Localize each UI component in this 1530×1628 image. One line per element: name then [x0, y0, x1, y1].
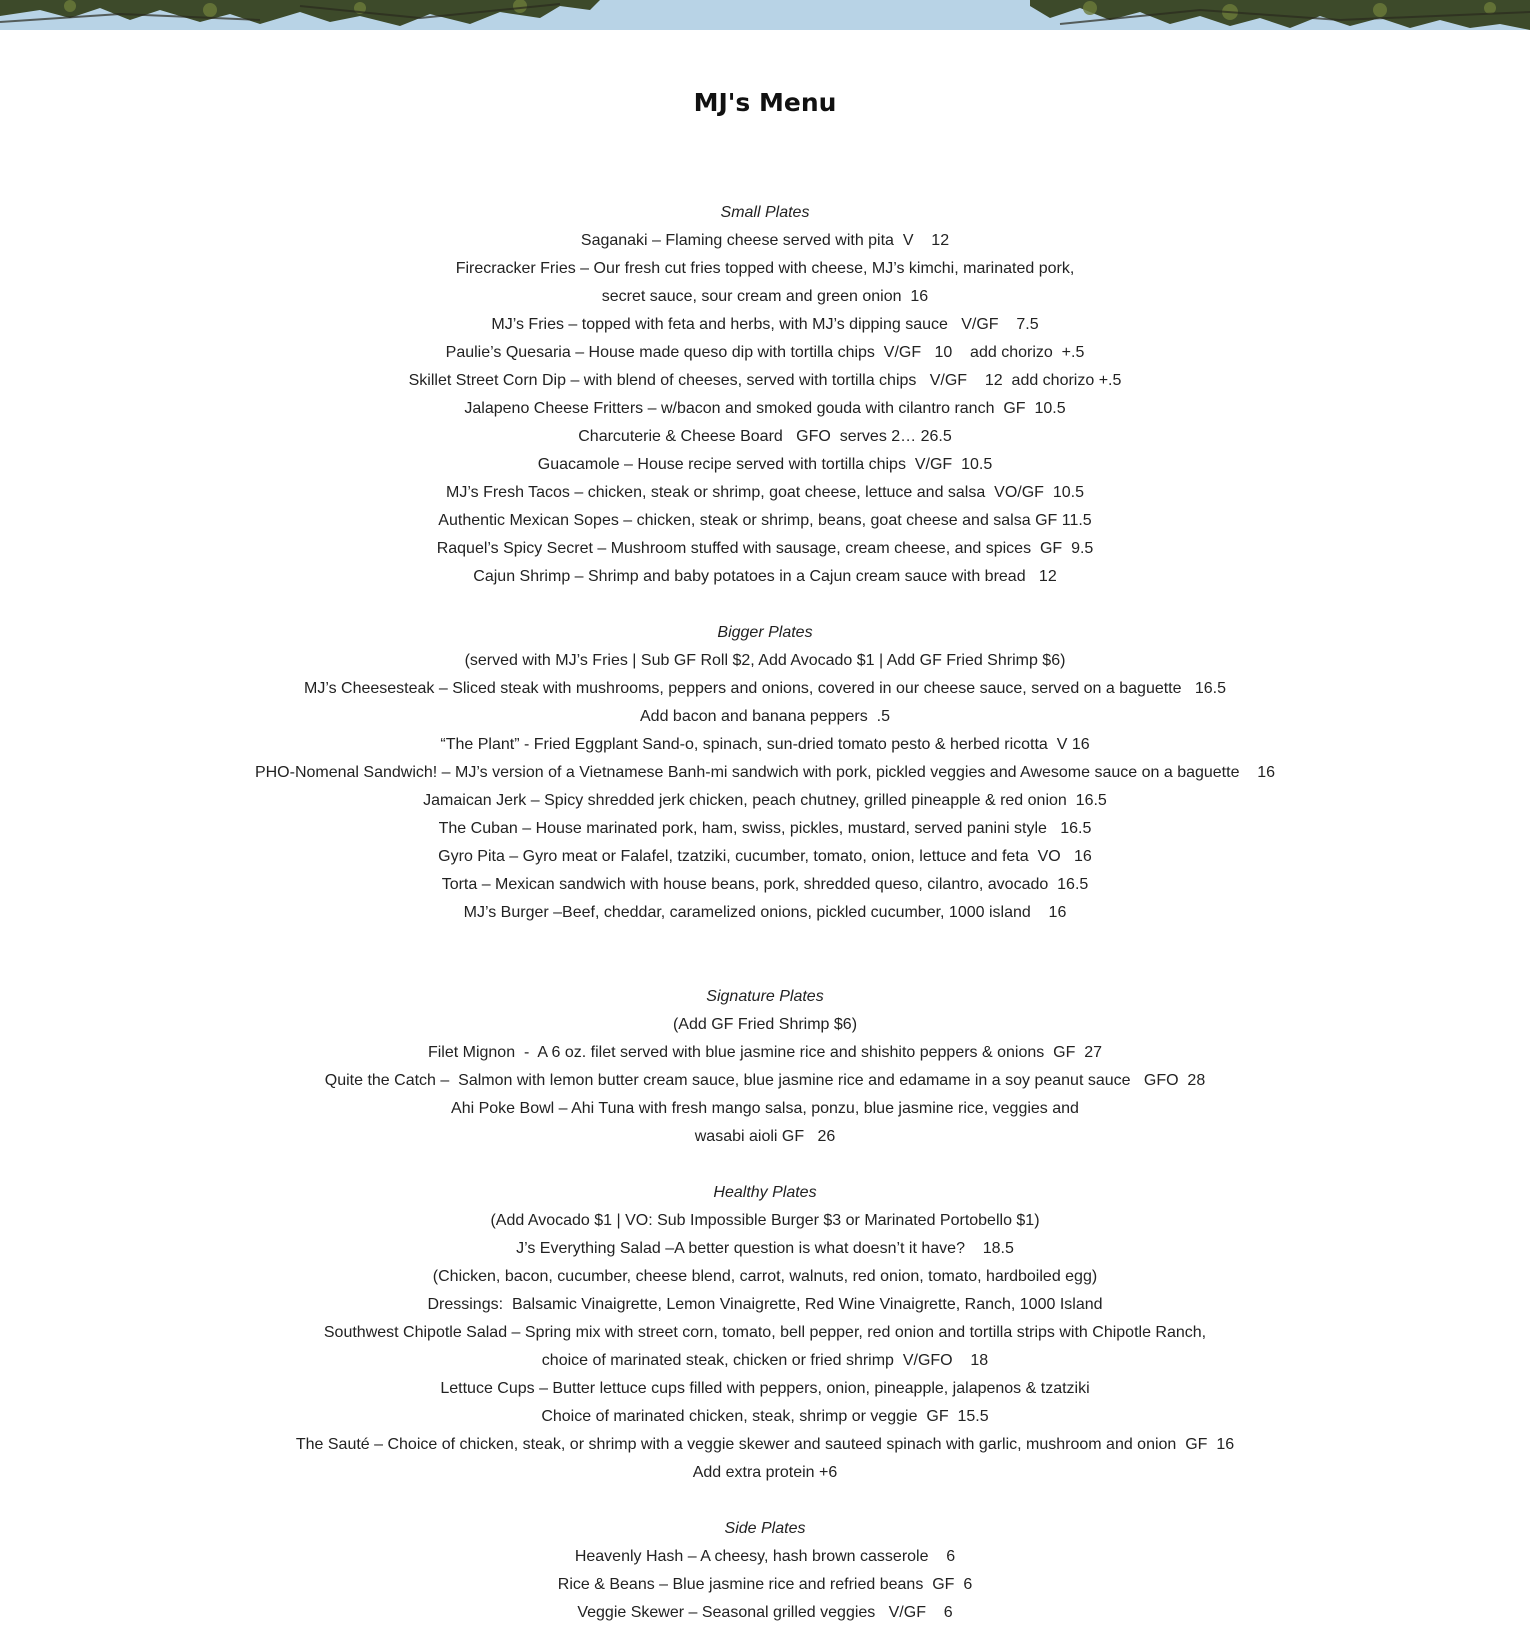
section-spacer	[0, 927, 1530, 955]
menu-item: The Sauté – Choice of chicken, steak, or shrimp with a veggie skewer and sauteed spinach with garlic, mushroom and onion GF 16	[295, 1436, 1235, 1453]
menu-item: Choice of marinated chicken, steak, shrimp or veggie GF 15.5	[541, 1408, 989, 1425]
menu-item: Rice & Beans – Blue jasmine rice and refried beans GF 6	[557, 1576, 973, 1593]
page-title: MJ's Menu	[693, 88, 837, 117]
menu-item: Southwest Chipotle Salad – Spring mix with street corn, tomato, bell pepper, red onion and tortilla strips with Chipotle Ranch,	[323, 1324, 1207, 1341]
menu-item: Cajun Shrimp – Shrimp and baby potatoes in a Cajun cream sauce with bread 12	[473, 568, 1057, 585]
section-spacer	[0, 1487, 1530, 1515]
menu-item: wasabi aioli GF 26	[694, 1128, 836, 1145]
menu-item: Raquel’s Spicy Secret – Mushroom stuffed with sausage, cream cheese, and spices GF 9.5	[436, 540, 1094, 557]
menu-item: Charcuterie & Cheese Board GFO serves 2… 26.5	[578, 428, 952, 445]
menu-item: Dressings: Balsamic Vinaigrette, Lemon Vinaigrette, Red Wine Vinaigrette, Ranch, 1000 Island	[427, 1296, 1103, 1313]
menu-item: (Add Avocado $1 | VO: Sub Impossible Burger $3 or Marinated Portobello $1)	[490, 1212, 1040, 1229]
menu-item: Quite the Catch – Salmon with lemon butter cream sauce, blue jasmine rice and edamame in a soy peanut sauce GFO 28	[324, 1072, 1206, 1089]
menu-item: MJ’s Cheesesteak – Sliced steak with mushrooms, peppers and onions, covered in our cheese sauce, served on a baguette 16.5	[303, 680, 1226, 697]
menu-item: Firecracker Fries – Our fresh cut fries topped with cheese, MJ’s kimchi, marinated pork,	[455, 260, 1075, 277]
section-heading-small-plates: Small Plates	[720, 204, 810, 221]
menu-item: (served with MJ’s Fries | Sub GF Roll $2, Add Avocado $1 | Add GF Fried Shrimp $6)	[464, 652, 1066, 669]
section-spacer	[0, 1151, 1530, 1179]
section-heading-bigger-plates: Bigger Plates	[717, 624, 813, 641]
menu-item: secret sauce, sour cream and green onion 16	[601, 288, 929, 305]
menu-item: Torta – Mexican sandwich with house beans, pork, shredded queso, cilantro, avocado 16.5	[441, 876, 1089, 893]
menu-item: “The Plant” - Fried Eggplant Sand-o, spinach, sun-dried tomato pesto & herbed ricotta V 16	[440, 736, 1090, 753]
menu-item: Paulie’s Quesaria – House made queso dip with tortilla chips V/GF 10 add chorizo +.5	[445, 344, 1085, 361]
section-spacer	[0, 591, 1530, 619]
menu-item: choice of marinated steak, chicken or fried shrimp V/GFO 18	[541, 1352, 989, 1369]
menu-item: Add extra protein +6	[692, 1464, 838, 1481]
section-heading-healthy-plates: Healthy Plates	[713, 1184, 817, 1201]
menu-item: (Chicken, bacon, cucumber, cheese blend, carrot, walnuts, red onion, tomato, hardboiled egg)	[432, 1268, 1098, 1285]
menu-item: MJ’s Fries – topped with feta and herbs, with MJ’s dipping sauce V/GF 7.5	[491, 316, 1039, 333]
menu-item: Skillet Street Corn Dip – with blend of cheeses, served with tortilla chips V/GF 12 add chorizo +.5	[408, 372, 1122, 389]
menu-item: The Cuban – House marinated pork, ham, swiss, pickles, mustard, served panini style 16.5	[438, 820, 1092, 837]
menu-item: (Add GF Fried Shrimp $6)	[672, 1016, 858, 1033]
menu-item: Filet Mignon - A 6 oz. filet served with blue jasmine rice and shishito peppers & onions GF 27	[427, 1044, 1103, 1061]
menu-item: Veggie Skewer – Seasonal grilled veggies V/GF 6	[577, 1604, 953, 1621]
section-heading-signature-plates: Signature Plates	[706, 988, 824, 1005]
menu-item: Ahi Poke Bowl – Ahi Tuna with fresh mango salsa, ponzu, blue jasmine rice, veggies and	[451, 1100, 1079, 1117]
menu-item: Add bacon and banana peppers .5	[640, 708, 890, 725]
menu-item: MJ’s Burger –Beef, cheddar, caramelized onions, pickled cucumber, 1000 island 16	[463, 904, 1067, 921]
menu-item: Lettuce Cups – Butter lettuce cups filled with peppers, onion, pineapple, jalapenos & tzatziki	[440, 1380, 1090, 1397]
menu-item: Saganaki – Flaming cheese served with pita V 12	[580, 232, 950, 249]
hero-banner-image	[0, 0, 1530, 30]
menu-item: J’s Everything Salad –A better question is what doesn’t it have? 18.5	[516, 1240, 1014, 1257]
menu-item: Guacamole – House recipe served with tortilla chips V/GF 10.5	[537, 456, 993, 473]
section-spacer	[0, 955, 1530, 983]
menu-item: Jalapeno Cheese Fritters – w/bacon and smoked gouda with cilantro ranch GF 10.5	[464, 400, 1066, 417]
section-heading-side-plates: Side Plates	[724, 1520, 806, 1537]
menu-item: Gyro Pita – Gyro meat or Falafel, tzatziki, cucumber, tomato, onion, lettuce and feta VO 16	[438, 848, 1092, 865]
menu-item: PHO-Nomenal Sandwich! – MJ’s version of a Vietnamese Banh-mi sandwich with pork, pickled veggies and Awesome sauce on a baguette 16	[254, 764, 1276, 781]
menu-item: Authentic Mexican Sopes – chicken, steak or shrimp, beans, goat cheese and salsa GF 11.5	[438, 512, 1092, 529]
menu-item: Jamaican Jerk – Spicy shredded jerk chicken, peach chutney, grilled pineapple & red onion 16.5	[423, 792, 1107, 809]
menu-item: Heavenly Hash – A cheesy, hash brown casserole 6	[574, 1548, 956, 1565]
tree-canopy-photo	[0, 0, 1530, 30]
menu-item: MJ’s Fresh Tacos – chicken, steak or shrimp, goat cheese, lettuce and salsa VO/GF 10.5	[446, 484, 1084, 501]
menu-body	[0, 199, 1530, 1627]
